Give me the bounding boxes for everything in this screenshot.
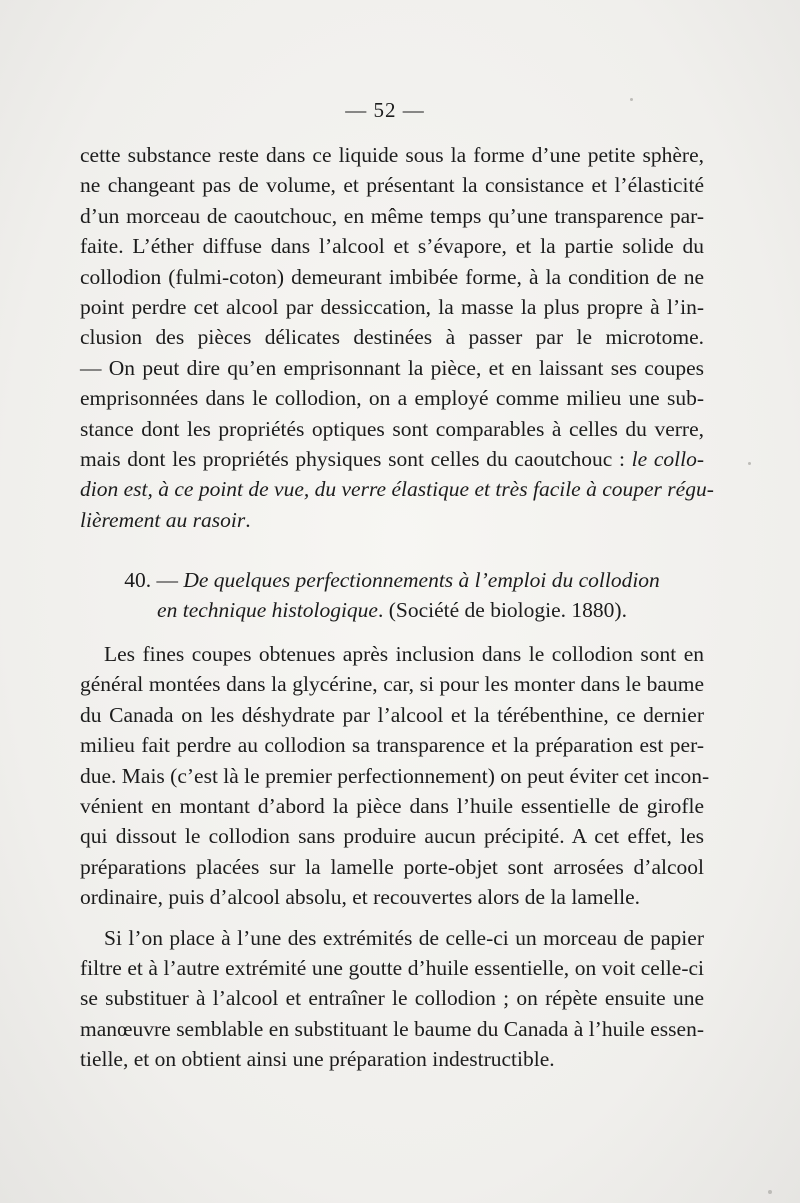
- text-line: stance dont les propriétés optiques sont comparables à celles du verre,: [80, 416, 704, 441]
- text-line: manœuvre semblable en substituant le baume du Canada à l’huile essen-: [80, 1016, 704, 1041]
- paragraph-gap: [80, 913, 704, 923]
- text-line: filtre et à l’autre extrémité une goutte d’huile essentielle, on voit celle-ci: [80, 955, 704, 980]
- text-roman: .: [245, 507, 251, 532]
- page-body: [80, 140, 714, 1075]
- text-line: vénient en montant d’abord la pièce dans l’huile essentielle de girofle: [80, 794, 704, 819]
- text-roman: mais dont les propriétés physiques sont celles du caoutchouc :: [80, 446, 632, 471]
- text-line: Les fines coupes obtenues après inclusion dans le collodion sont en: [104, 642, 704, 667]
- text-line: tielle, et on obtient ainsi une préparation indestructible.: [80, 1047, 555, 1072]
- text-line: Si l’on place à l’une des extrémités de celle-ci un morceau de papier: [104, 925, 704, 950]
- text-line: clusion des pièces délicates destinées à passer par le microtome.: [80, 325, 704, 350]
- text-line: d’un morceau de caoutchouc, en même temps qu’une transparence par-: [80, 203, 704, 228]
- paper-speck: [630, 98, 633, 101]
- text-line: cette substance reste dans ce liquide sous la forme d’une petite sphère,: [80, 143, 704, 167]
- text-line: qui dissout le collodion sans produire aucun précipité. A cet effet, les: [80, 824, 704, 849]
- text-line: [80, 474, 714, 504]
- paragraph-1: [80, 140, 714, 535]
- text-line: emprisonnées dans le collodion, on a employé comme milieu une sub-: [80, 386, 704, 411]
- text-line: ne changeant pas de volume, et présentant la consistance et l’élasticité: [80, 173, 704, 198]
- text-line: [80, 505, 704, 535]
- text-line: faite. L’éther diffuse dans l’alcool et s’évapore, et la partie solide du: [80, 234, 704, 259]
- paper-speck: [768, 1190, 772, 1194]
- section-heading: [80, 565, 704, 625]
- heading-line-2: [80, 595, 704, 625]
- text-line: préparations placées sur la lamelle porte-objet sont arrosées d’alcool: [80, 854, 704, 879]
- text-line: collodion (fulmi-coton) demeurant imbibée forme, à la condition de ne: [80, 264, 704, 289]
- text-line: du Canada on les déshydrate par l’alcool et la térébenthine, ce dernier: [80, 702, 704, 727]
- text-line: milieu fait perdre au collodion sa transparence et la préparation est per-: [80, 733, 704, 758]
- text-line: [80, 444, 704, 474]
- text-italic: lièrement au rasoir: [80, 507, 246, 532]
- section-source: . (Société de biologie. 1880).: [377, 598, 627, 623]
- heading-line-1: [80, 565, 704, 595]
- section-title-part-2: en technique histologique: [157, 598, 378, 623]
- text-line: due. Mais (c’est là le premier perfectionnement) on peut éviter cet incon-: [80, 763, 710, 788]
- section-number: 40. —: [124, 568, 184, 593]
- text-italic: dion est, à ce point de vue, du verre élastique et très facile à couper régu-: [80, 477, 714, 502]
- text-line: point perdre cet alcool par dessiccation, la masse la plus propre à l’in-: [80, 294, 704, 319]
- paragraph-2: [80, 639, 710, 913]
- page-number: — 52 —: [345, 98, 425, 122]
- paragraph-3: [80, 923, 704, 1075]
- text-italic: le collo-: [631, 446, 704, 471]
- text-line: ordinaire, puis d’alcool absolu, et recouvertes alors de la lamelle.: [80, 885, 640, 910]
- paper-speck: [748, 462, 751, 465]
- text-line: se substituer à l’alcool et entraîner le collodion ; on répète ensuite une: [80, 986, 704, 1011]
- section-title-part-1: De quelques perfectionnements à l’emploi du collodion: [183, 568, 660, 593]
- text-line: — On peut dire qu’en emprisonnant la pièce, et en laissant ses coupes: [80, 355, 704, 380]
- text-line: général montées dans la glycérine, car, si pour les monter dans le baume: [80, 672, 704, 697]
